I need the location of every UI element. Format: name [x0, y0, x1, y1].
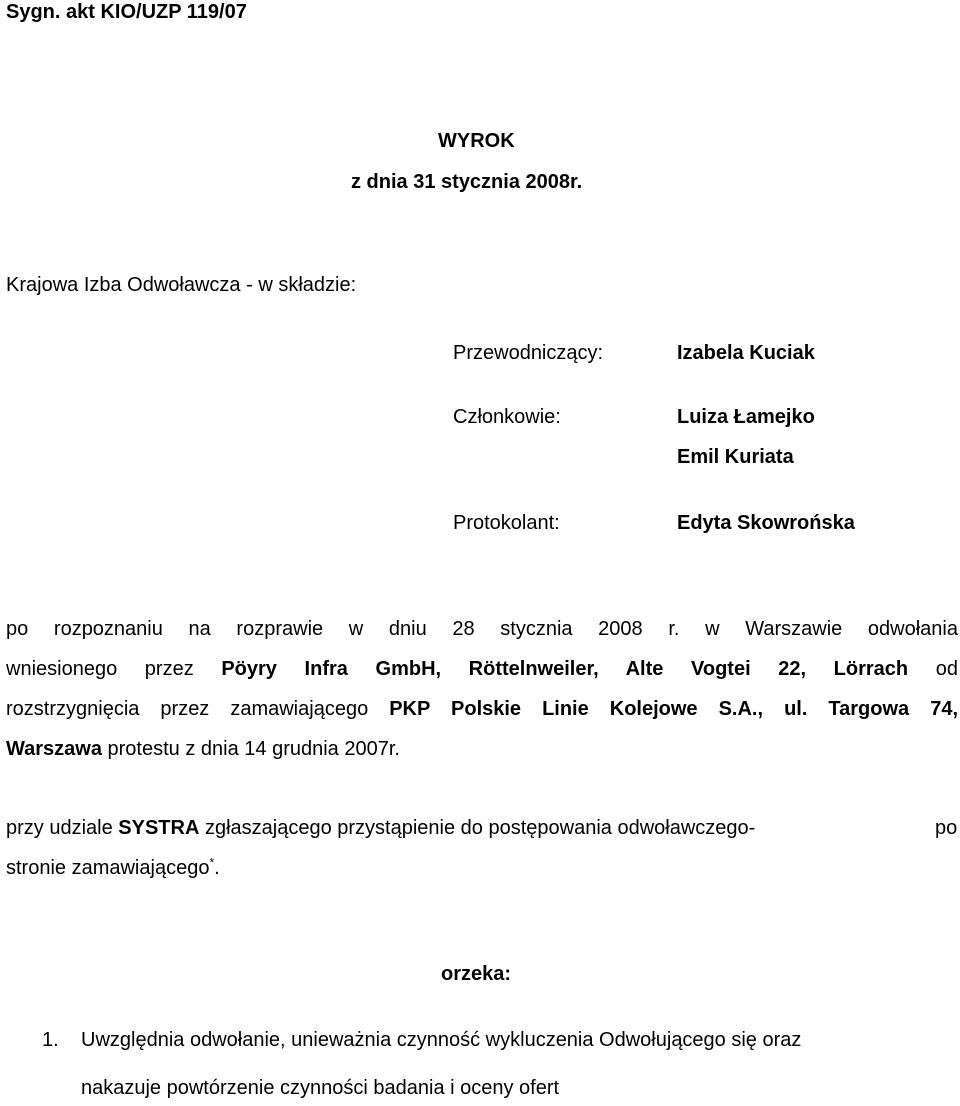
para2-line2 [6, 855, 220, 879]
authority-city: Warszawa [6, 738, 102, 760]
footnote-marker: * [209, 855, 215, 870]
ruling-item-line2: nakazuje powtórzenie czynności badania i oceny ofert [81, 1077, 560, 1099]
document-title: WYROK [438, 130, 515, 152]
para2-line2-text: stronie zamawiającego [6, 857, 210, 879]
intervener-name: SYSTRA [118, 817, 200, 839]
para1-line1: po rozpoznaniu na rozprawie w dniu 28 stycznia 2008 r. w Warszawie odwołania [6, 618, 958, 640]
ruling-item-line1: Uwzględnia odwołanie, unieważnia czynność wykluczenia Odwołującego się oraz [81, 1029, 802, 1051]
ruling-item-number: 1. [42, 1029, 59, 1051]
para1-line4-rest: protestu z dnia 14 grudnia 2007r. [101, 738, 400, 760]
members-label: Członkowie: [453, 406, 561, 428]
para1-line2 [6, 659, 958, 679]
chamber-line: Krajowa Izba Odwoławcza - w składzie: [6, 274, 357, 296]
para2-line1-end: po [935, 817, 958, 839]
para1-line2-end: od [908, 658, 958, 680]
appellant-name: Pöyry Infra GmbH, Röttelnweiler, Alte Vogtei 22, Lörrach [221, 658, 909, 680]
chair-label: Przewodniczący: [453, 342, 604, 364]
document-date: z dnia 31 stycznia 2008r. [351, 171, 583, 193]
para2-intro: przy udziale [6, 817, 119, 839]
case-signature: Sygn. akt KIO/UZP 119/07 [6, 1, 247, 23]
contracting-authority: PKP Polskie Linie Kolejowe S.A., ul. Targowa 74, [389, 698, 958, 720]
para1-line3-intro: rozstrzygnięcia przez zamawiającego [6, 698, 390, 720]
para2-line1 [6, 818, 755, 838]
para1-line4 [6, 739, 400, 759]
member-name-1: Luiza Łamejko [677, 406, 815, 428]
para1-line3 [6, 699, 958, 719]
para2-line1-rest: zgłaszającego przystąpienie do postępowania odwoławczego- [199, 817, 756, 839]
chair-name: Izabela Kuciak [677, 342, 815, 364]
clerk-name: Edyta Skowrońska [677, 512, 855, 534]
clerk-label: Protokolant: [453, 512, 560, 534]
ruling-heading: orzeka: [441, 963, 512, 985]
para2-line2-end: . [214, 857, 220, 879]
para1-line2-intro: wniesionego przez [6, 658, 222, 680]
member-name-2: Emil Kuriata [677, 446, 794, 468]
